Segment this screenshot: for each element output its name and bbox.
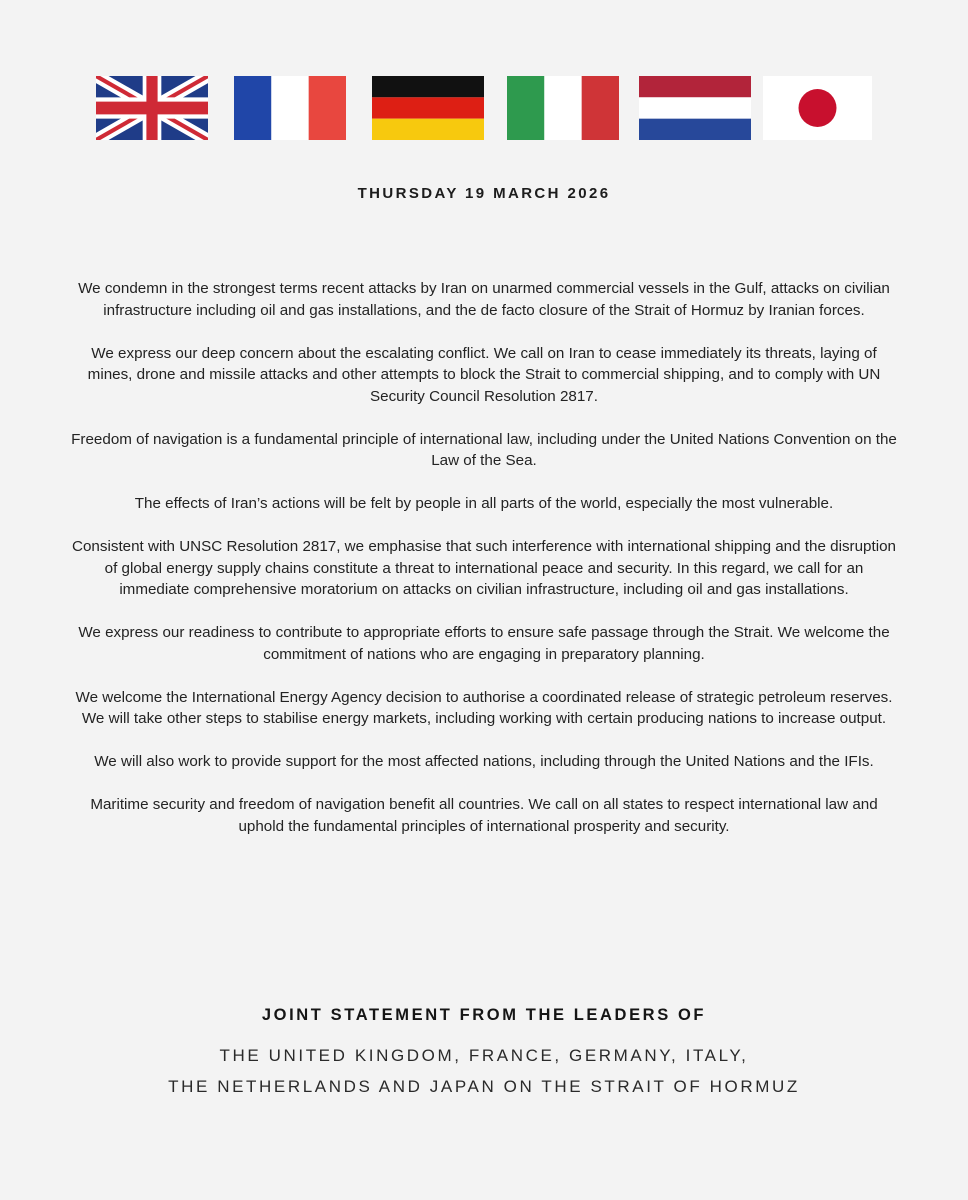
uk-flag-icon [96,76,208,140]
paragraph-safe-passage: We express our readiness to contribute to appropriate efforts to ensure safe passage through the Strait. We welcome the commitment of nations who are engaging in preparatory planning. [78,624,890,663]
paragraph-support-nations: We will also work to provide support for the most affected nations, including through the United Nations and the IFIs. [94,753,874,770]
paragraph-maritime-security: Maritime security and freedom of navigation benefit all countries. We call on all states to respect international law and uphold the fundamental principles of international prosperity and security. [90,796,878,835]
statement-body [70,278,898,859]
japan-flag-icon [763,76,872,140]
footer-line-subject: THE NETHERLANDS AND JAPAN ON THE STRAIT OF HORMUZ [168,1077,800,1096]
paragraph-condemn-attacks: We condemn in the strongest terms recent attacks by Iran on unarmed commercial vessels in the Gulf, attacks on civilian infrastructure including oil and gas installations, and the de facto closure of the Strait of Hormuz by Iranian forces. [78,280,890,319]
germany-flag-icon [372,76,484,140]
paragraph-global-effects: The effects of Iran’s actions will be felt by people in all parts of the world, especially the most vulnerable. [134,495,834,512]
paragraph-freedom-of-navigation: Freedom of navigation is a fundamental principle of international law, including under the United Nations Convention on the Law of the Sea. [71,430,897,469]
paragraph-unsc-resolution: Consistent with UNSC Resolution 2817, we emphasise that such interference with international shipping and the disruption of global energy supply chains constitute a threat to international peace and security. In this regard, we call for an immediate comprehensive moratorium on attacks on civilian infrastructure, including oil and gas installations. [72,538,896,598]
footer-line-countries: THE UNITED KINGDOM, FRANCE, GERMANY, ITALY, [219,1046,749,1065]
statement-footer [0,1006,968,1097]
france-flag-icon [234,76,346,140]
footer-heading: JOINT STATEMENT FROM THE LEADERS OF [261,1006,707,1024]
italy-flag-icon [507,76,619,140]
statement-date: THURSDAY 19 MARCH 2026 [357,185,611,202]
flag-row [96,76,872,142]
netherlands-flag-icon [639,76,751,140]
paragraph-escalating-conflict: We express our deep concern about the escalating conflict. We call on Iran to cease immediately its threats, laying of mines, drone and missile attacks and other attempts to block the Strait to commercial shipping, and to comply with UN Security Council Resolution 2817. [87,344,881,405]
paragraph-energy-agency: We welcome the International Energy Agency decision to authorise a coordinated release of strategic petroleum reserves. We will take other steps to stabilise energy markets, including working with certain producing nations to increase output. [75,688,893,727]
